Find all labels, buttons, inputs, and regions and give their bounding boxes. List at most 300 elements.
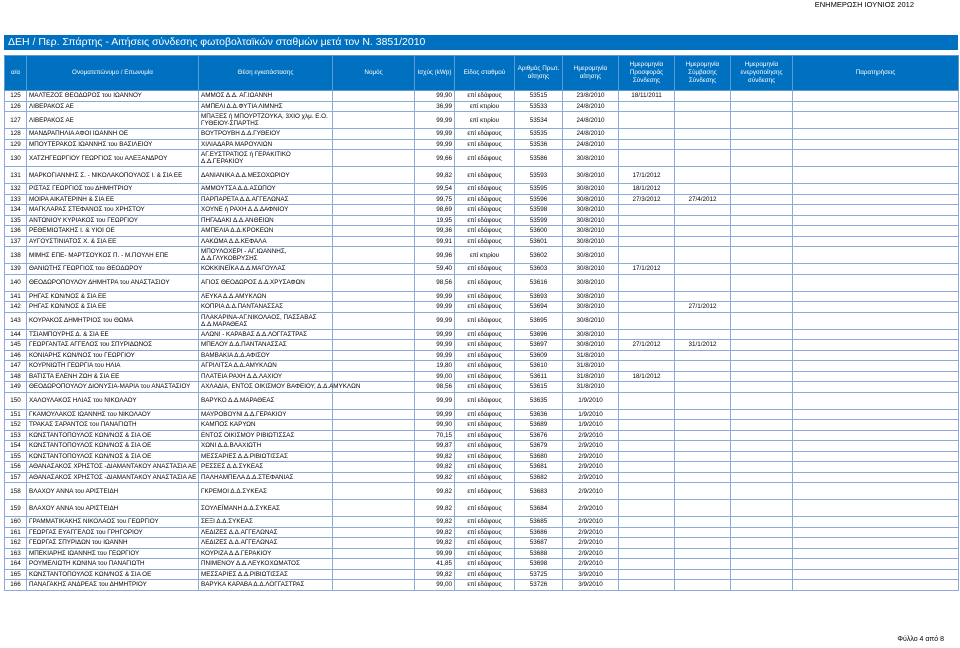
activation-date <box>731 247 793 264</box>
installation-site: ΑΧΛΑΔΙΑ, ΕΝΤΟΣ ΟΙΚΙΣΜΟΥ ΒΑΦΕΙΟΥ, Δ.Δ.ΑΜΥΚΛΩΝ <box>199 382 333 393</box>
prefecture <box>333 472 415 483</box>
station-type: επί εδάφους <box>455 264 515 275</box>
installation-site: ΒΑΡΥΚΟ Δ.Δ.ΜΑΡΑΘΕΑΣ <box>199 392 333 409</box>
application-date: 1/9/2010 <box>563 420 619 431</box>
activation-date <box>731 101 793 112</box>
activation-date <box>731 559 793 570</box>
application-date: 30/8/2010 <box>563 205 619 216</box>
remarks <box>793 167 959 184</box>
power-kwp: 41,85 <box>415 559 455 570</box>
row-index: 160 <box>5 517 27 528</box>
offer-date <box>619 580 675 591</box>
row-index: 142 <box>5 302 27 313</box>
applicant-name: ΜΙΜΗΣ ΕΠΕ- ΜΑΡΤΣΟΥΚΟΣ Π. - Μ.ΠΟΥΛΗ ΕΠΕ <box>27 247 199 264</box>
offer-date <box>619 205 675 216</box>
contract-date <box>675 559 731 570</box>
remarks <box>793 527 959 538</box>
activation-date <box>731 302 793 313</box>
activation-date <box>731 150 793 167</box>
activation-date <box>731 205 793 216</box>
remarks <box>793 350 959 361</box>
application-date: 31/8/2010 <box>563 350 619 361</box>
application-date: 30/8/2010 <box>563 329 619 340</box>
row-index: 140 <box>5 274 27 291</box>
offer-date <box>619 462 675 473</box>
prefecture <box>333 247 415 264</box>
activation-date <box>731 340 793 351</box>
protocol-number: 53603 <box>515 264 563 275</box>
row-index: 150 <box>5 392 27 409</box>
station-type: επί εδάφους <box>455 91 515 102</box>
application-date: 30/8/2010 <box>563 226 619 237</box>
row-index: 156 <box>5 462 27 473</box>
application-date: 31/8/2010 <box>563 361 619 372</box>
contract-date <box>675 569 731 580</box>
remarks <box>793 559 959 570</box>
power-kwp: 99,99 <box>415 302 455 313</box>
contract-date <box>675 500 731 517</box>
table-row <box>5 247 959 264</box>
row-index: 146 <box>5 350 27 361</box>
prefecture <box>333 167 415 184</box>
station-type: επί εδάφους <box>455 441 515 452</box>
applicant-name: ΚΩΝΣΤΑΝΤΟΠΟΥΛΟΣ ΚΩΝ/ΝΟΣ & ΣΙΑ ΟΕ <box>27 441 199 452</box>
contract-date <box>675 580 731 591</box>
contract-date <box>675 205 731 216</box>
activation-date <box>731 569 793 580</box>
remarks <box>793 500 959 517</box>
table-row <box>5 559 959 570</box>
applicant-name: ΚΩΝΣΤΑΝΤΟΠΟΥΛΟΣ ΚΩΝ/ΝΟΣ & ΣΙΑ ΟΕ <box>27 569 199 580</box>
remarks <box>793 129 959 140</box>
station-type: επί εδάφους <box>455 430 515 441</box>
prefecture <box>333 264 415 275</box>
protocol-number: 53698 <box>515 559 563 570</box>
applicant-name: ΠΑΝΑΓΑΚΗΣ ΑΝΔΡΕΑΣ του ΔΗΜΗΤΡΙΟΥ <box>27 580 199 591</box>
offer-date: 18/1/2012 <box>619 371 675 382</box>
remarks <box>793 112 959 129</box>
row-index: 130 <box>5 150 27 167</box>
prefecture <box>333 409 415 420</box>
contract-date: 27/1/2012 <box>675 302 731 313</box>
offer-date <box>619 517 675 528</box>
update-label: ΕΝΗΜΕΡΩΣΗ ΙΟΥΝΙΟΣ 2012 <box>814 0 914 9</box>
power-kwp: 98,56 <box>415 382 455 393</box>
applicant-name: ΓΕΩΡΓΑΣ ΕΥΑΓΓΕΛΟΣ του ΓΡΗΓΟΡΙΟΥ <box>27 527 199 538</box>
power-kwp: 99,66 <box>415 150 455 167</box>
protocol-number: 53602 <box>515 247 563 264</box>
row-index: 148 <box>5 371 27 382</box>
activation-date <box>731 392 793 409</box>
table-row <box>5 167 959 184</box>
power-kwp: 99,82 <box>415 483 455 500</box>
installation-site: ΜΑΥΡΟΒΟΥΝΙ Δ.Δ.ΓΕΡΑΚΙΟΥ <box>199 409 333 420</box>
power-kwp: 99,99 <box>415 329 455 340</box>
applicant-name: ΧΑΤΖΗΓΕΩΡΓΙΟΥ ΓΕΩΡΓΙΟΣ του ΑΛΕΞΑΝΔΡΟΥ <box>27 150 199 167</box>
installation-site: ΛΑΚΩΜΑ Δ.Δ.ΚΕΦΑΛΑ <box>199 236 333 247</box>
table-row <box>5 91 959 102</box>
power-kwp: 59,40 <box>415 264 455 275</box>
applicant-name: ΒΑΤΙΣΤΑ ΕΛΕΝΗ ΖΩΗ & ΣΙΑ ΕΕ <box>27 371 199 382</box>
prefecture <box>333 430 415 441</box>
contract-date <box>675 392 731 409</box>
activation-date <box>731 215 793 226</box>
prefecture <box>333 559 415 570</box>
contract-date <box>675 382 731 393</box>
station-type: επί εδάφους <box>455 274 515 291</box>
remarks <box>793 392 959 409</box>
activation-date <box>731 184 793 195</box>
contract-date <box>675 247 731 264</box>
row-index: 159 <box>5 500 27 517</box>
activation-date <box>731 371 793 382</box>
contract-date <box>675 167 731 184</box>
station-type: επί εδάφους <box>455 500 515 517</box>
offer-date <box>619 548 675 559</box>
power-kwp: 99,91 <box>415 236 455 247</box>
prefecture <box>333 371 415 382</box>
prefecture <box>333 236 415 247</box>
header-row <box>5 56 959 91</box>
power-kwp: 99,00 <box>415 371 455 382</box>
remarks <box>793 340 959 351</box>
activation-date <box>731 194 793 205</box>
station-type: επί εδάφους <box>455 371 515 382</box>
applicant-name: ΒΛΑΧΟΥ ΑΝΝΑ του ΑΡΙΣΤΕΙΔΗ <box>27 483 199 500</box>
table-row <box>5 538 959 549</box>
activation-date <box>731 167 793 184</box>
prefecture <box>333 483 415 500</box>
station-type: επί εδάφους <box>455 129 515 140</box>
offer-date <box>619 472 675 483</box>
col-header: α/α <box>5 56 27 91</box>
installation-site: ΚΑΜΠΟΣ ΚΑΡΥΩΝ <box>199 420 333 431</box>
installation-site: ΑΜΠΕΛΙΑ Δ.Δ.ΚΡΟΚΕΩΝ <box>199 226 333 237</box>
contract-date <box>675 350 731 361</box>
station-type: επί εδάφους <box>455 451 515 462</box>
table-row <box>5 451 959 462</box>
table-row <box>5 194 959 205</box>
installation-site: ΕΝΤΟΣ ΟΙΚΙΣΜΟΥ ΡΙΒΙΩΤΙΣΣΑΣ <box>199 430 333 441</box>
row-index: 136 <box>5 226 27 237</box>
protocol-number: 53586 <box>515 150 563 167</box>
applicant-name: ΑΝΤΩΝΙΟΥ ΚΥΡΙΑΚΟΣ του ΓΕΩΡΓΙΟΥ <box>27 215 199 226</box>
applicant-name: ΡΗΓΑΣ ΚΩΝ/ΝΟΣ & ΣΙΑ ΕΕ <box>27 291 199 302</box>
installation-site: ΠΗΓΑΔΑΚΙ Δ.Δ.ΑΝΘΕΙΩΝ <box>199 215 333 226</box>
remarks <box>793 451 959 462</box>
prefecture <box>333 184 415 195</box>
application-date: 1/9/2010 <box>563 392 619 409</box>
contract-date <box>675 409 731 420</box>
prefecture <box>333 91 415 102</box>
remarks <box>793 184 959 195</box>
row-index: 151 <box>5 409 27 420</box>
remarks <box>793 382 959 393</box>
installation-site: ΑΓ.ΕΥΣΤΡΑΤΙΟΣ ή ΓΕΡΑΚΙΤΙΚΟ Δ.Δ.ΓΕΡΑΚΙΟΥ <box>199 150 333 167</box>
installation-site: ΧΙΛΙΑΔΑΡΑ ΜΑΡΟΥΛΙΩΝ <box>199 139 333 150</box>
offer-date <box>619 329 675 340</box>
protocol-number: 53598 <box>515 205 563 216</box>
table-row <box>5 264 959 275</box>
power-kwp: 70,15 <box>415 430 455 441</box>
applicant-name: ΓΚΑΜΟΥΛΑΚΟΣ ΙΩΑΝΝΗΣ του ΝΙΚΟΛΑΟΥ <box>27 409 199 420</box>
col-header: Είδος σταθμού <box>455 56 515 91</box>
power-kwp: 99,54 <box>415 184 455 195</box>
installation-site: ΚΟΥΡΙΖΑ Δ.Δ.ΓΕΡΑΚΙΟΥ <box>199 548 333 559</box>
station-type: επί κτιρίου <box>455 101 515 112</box>
activation-date <box>731 382 793 393</box>
prefecture <box>333 139 415 150</box>
installation-site: ΑΛΩΝΙ - ΚΑΡΑΒΑΣ Δ.Δ.ΛΟΓΓΑΣΤΡΑΣ <box>199 329 333 340</box>
power-kwp: 98,69 <box>415 205 455 216</box>
row-index: 158 <box>5 483 27 500</box>
applications-table <box>4 55 959 591</box>
station-type: επί εδάφους <box>455 361 515 372</box>
remarks <box>793 517 959 528</box>
prefecture <box>333 291 415 302</box>
application-date: 1/9/2010 <box>563 409 619 420</box>
table-row <box>5 150 959 167</box>
contract-date <box>675 329 731 340</box>
application-date: 30/8/2010 <box>563 302 619 313</box>
contract-date <box>675 150 731 167</box>
row-index: 126 <box>5 101 27 112</box>
sheet-footer: Φύλλο 4 από 8 <box>897 636 944 643</box>
remarks <box>793 264 959 275</box>
station-type: επί εδάφους <box>455 215 515 226</box>
application-date: 2/9/2010 <box>563 559 619 570</box>
station-type: επί εδάφους <box>455 236 515 247</box>
offer-date <box>619 112 675 129</box>
offer-date <box>619 247 675 264</box>
station-type: επί εδάφους <box>455 462 515 473</box>
offer-date <box>619 451 675 462</box>
remarks <box>793 302 959 313</box>
applicant-name: ΚΟΝΙΑΡΗΣ ΚΩΝ/ΝΟΣ του ΓΕΩΡΓΙΟΥ <box>27 350 199 361</box>
station-type: επί εδάφους <box>455 205 515 216</box>
application-date: 30/8/2010 <box>563 247 619 264</box>
power-kwp: 99,82 <box>415 451 455 462</box>
table-row <box>5 312 959 329</box>
activation-date <box>731 451 793 462</box>
row-index: 147 <box>5 361 27 372</box>
row-index: 149 <box>5 382 27 393</box>
installation-site: ΒΑΡΥΚΑ ΚΑΡΑΒΑ Δ.Δ.ΛΟΓΓΑΣΤΡΑΣ <box>199 580 333 591</box>
remarks <box>793 101 959 112</box>
prefecture <box>333 112 415 129</box>
power-kwp: 99,96 <box>415 247 455 264</box>
applicant-name: ΤΣΙΑΜΠΟΥΡΗΣ Δ. & ΣΙΑ ΕΕ <box>27 329 199 340</box>
power-kwp: 99,36 <box>415 226 455 237</box>
application-date: 2/9/2010 <box>563 527 619 538</box>
application-date: 30/8/2010 <box>563 215 619 226</box>
activation-date <box>731 483 793 500</box>
col-header: Ισχύς (kWp) <box>415 56 455 91</box>
installation-site: ΠΛΑΚΑΡΙΝΑ-ΑΓ.ΝΙΚΟΛΑΟΣ, ΠΑΣΣΑΒΑΣ Δ.Δ.ΜΑΡΑΘΕΑΣ <box>199 312 333 329</box>
col-header: Νομός <box>333 56 415 91</box>
prefecture <box>333 538 415 549</box>
contract-date <box>675 371 731 382</box>
installation-site: ΔΑΝΙΑΝΙΚΑ Δ.Δ.ΜΕΣΟΧΩΡΙΟΥ <box>199 167 333 184</box>
protocol-number: 53681 <box>515 462 563 473</box>
table-row <box>5 215 959 226</box>
installation-site: ΑΜΜΟΣ Δ.Δ. ΑΓ.ΙΩΑΝΝΗ <box>199 91 333 102</box>
table-row <box>5 236 959 247</box>
applicant-name: ΤΡΑΚΑΣ ΣΑΡΑΝΤΟΣ του ΠΑΝΑΓΙΩΤΗ <box>27 420 199 431</box>
col-header: Παρατηρήσεις <box>793 56 959 91</box>
remarks <box>793 569 959 580</box>
offer-date: 27/3/2012 <box>619 194 675 205</box>
row-index: 166 <box>5 580 27 591</box>
activation-date <box>731 361 793 372</box>
col-header: Ημερομηνία ενεργοποίησης σύνδεσης <box>731 56 793 91</box>
applicant-name: ΡΗΓΑΣ ΚΩΝ/ΝΟΣ & ΣΙΑ ΕΕ <box>27 302 199 313</box>
remarks <box>793 247 959 264</box>
prefecture <box>333 329 415 340</box>
prefecture <box>333 569 415 580</box>
table-row <box>5 548 959 559</box>
activation-date <box>731 580 793 591</box>
station-type: επί εδάφους <box>455 350 515 361</box>
offer-date <box>619 101 675 112</box>
contract-date <box>675 483 731 500</box>
installation-site: ΓΚΡΕΜΟΙ Δ.Δ.ΣΥΚΕΑΣ <box>199 483 333 500</box>
row-index: 143 <box>5 312 27 329</box>
col-header: Ημερομηνία Προσφοράς Σύνδεσης <box>619 56 675 91</box>
prefecture <box>333 340 415 351</box>
applicant-name: ΑΥΓΟΥΣΤΙΝΙΑΤΟΣ Χ. & ΣΙΑ ΕΕ <box>27 236 199 247</box>
prefecture <box>333 580 415 591</box>
station-type: επί εδάφους <box>455 150 515 167</box>
offer-date <box>619 150 675 167</box>
row-index: 138 <box>5 247 27 264</box>
installation-site: ΚΟΠΡΙΑ Δ.Δ.ΠΑΝΤΑΝΑΣΣΑΣ <box>199 302 333 313</box>
applicant-name: ΜΑΓΚΛΑΡΑΣ ΣΤΕΦΑΝΟΣ του ΧΡΗΣΤΟΥ <box>27 205 199 216</box>
offer-date: 17/1/2012 <box>619 167 675 184</box>
remarks <box>793 150 959 167</box>
table-row <box>5 361 959 372</box>
prefecture <box>333 420 415 431</box>
application-date: 30/8/2010 <box>563 167 619 184</box>
power-kwp: 99,82 <box>415 569 455 580</box>
installation-site: ΑΓΙΟΣ ΘΕΟΔΩΡΟΣ Δ.Δ.ΧΡΥΣΑΦΩΝ <box>199 274 333 291</box>
contract-date <box>675 112 731 129</box>
table-row <box>5 329 959 340</box>
installation-site: ΠΝΙΜΕΝΟΥ Δ.Δ.ΛΕΥΚΟΧΩΜΑΤΟΣ <box>199 559 333 570</box>
row-index: 139 <box>5 264 27 275</box>
protocol-number: 53687 <box>515 538 563 549</box>
activation-date <box>731 139 793 150</box>
row-index: 137 <box>5 236 27 247</box>
applicant-name: ΡΙΣΤΑΣ ΓΕΩΡΓΙΟΣ του ΔΗΜΗΤΡΙΟΥ <box>27 184 199 195</box>
installation-site: ΒΟΥΤΡΟΥΒΗ Δ.Δ.ΓΥΘΕΙΟΥ <box>199 129 333 140</box>
offer-date <box>619 129 675 140</box>
table-row <box>5 392 959 409</box>
table-row <box>5 226 959 237</box>
offer-date <box>619 441 675 452</box>
protocol-number: 53595 <box>515 184 563 195</box>
offer-date <box>619 559 675 570</box>
applicant-name: ΜΠΟΥΤΕΡΑΚΟΣ ΙΩΑΝΝΗΣ του ΒΑΣΙΛΕΙΟΥ <box>27 139 199 150</box>
contract-date <box>675 548 731 559</box>
remarks <box>793 371 959 382</box>
prefecture <box>333 517 415 528</box>
prefecture <box>333 462 415 473</box>
station-type: επί εδάφους <box>455 527 515 538</box>
applicant-name: ΡΟΥΜΕΛΙΩΤΗ ΚΩΝΙΝΑ του ΠΑΝΑΓΙΩΤΗ <box>27 559 199 570</box>
row-index: 161 <box>5 527 27 538</box>
power-kwp: 99,99 <box>415 350 455 361</box>
application-date: 3/9/2010 <box>563 569 619 580</box>
applicant-name: ΚΟΥΡΝΙΩΤΗ ΓΕΩΡΓΙΑ του ΗΛΙΑ <box>27 361 199 372</box>
table-row <box>5 371 959 382</box>
station-type: επί εδάφους <box>455 569 515 580</box>
application-date: 2/9/2010 <box>563 462 619 473</box>
station-type: επί εδάφους <box>455 548 515 559</box>
table-row <box>5 101 959 112</box>
applicant-name: ΜΑΛΤΕΖΟΣ ΘΕΟΔΩΡΟΣ του ΙΩΑΝΝΟΥ <box>27 91 199 102</box>
installation-site: ΠΛΑΤΕΙΑ ΡΑΧΗ Δ.Δ.ΛΑΧΙΟΥ <box>199 371 333 382</box>
application-date: 23/8/2010 <box>563 91 619 102</box>
protocol-number: 53611 <box>515 371 563 382</box>
protocol-number: 53679 <box>515 441 563 452</box>
offer-date <box>619 361 675 372</box>
protocol-number: 53515 <box>515 91 563 102</box>
power-kwp: 19,80 <box>415 361 455 372</box>
table-row <box>5 430 959 441</box>
power-kwp: 99,90 <box>415 420 455 431</box>
prefecture <box>333 150 415 167</box>
row-index: 141 <box>5 291 27 302</box>
col-header: Ημερομηνία Σύμβασης Σύνδεσης <box>675 56 731 91</box>
applicant-name: ΛΙΒΕΡΑΚΟΣ ΑΕ <box>27 101 199 112</box>
protocol-number: 53533 <box>515 101 563 112</box>
applicant-name: ΜΟΙΡΑ ΑΙΚΑΤΕΡΙΝΗ & ΣΙΑ ΕΕ <box>27 194 199 205</box>
prefecture <box>333 312 415 329</box>
col-header: Θέση εγκατάστασης <box>199 56 333 91</box>
applicant-name: ΑΘΑΝΑΣΑΚΟΣ ΧΡΗΣΤΟΣ -ΔΙΑΜΑΝΤΑΚΟΥ ΑΝΑΣΤΑΣΙΑ ΑΕ <box>27 472 199 483</box>
application-date: 3/9/2010 <box>563 580 619 591</box>
applicant-name: ΜΑΡΚΟΓΙΑΝΝΗΣ Σ. - ΝΙΚΟΛΑΚΟΠΟΥΛΟΣ Ι. & ΣΙΑ ΕΕ <box>27 167 199 184</box>
prefecture <box>333 226 415 237</box>
row-index: 152 <box>5 420 27 431</box>
installation-site: ΛΕΥΚΑ Δ.Δ.ΑΜΥΚΛΩΝ <box>199 291 333 302</box>
application-date: 2/9/2010 <box>563 483 619 500</box>
activation-date <box>731 329 793 340</box>
power-kwp: 99,82 <box>415 527 455 538</box>
applicant-name: ΧΑΛΟΥΛΑΚΟΣ ΗΛΙΑΣ του ΝΙΚΟΛΑΟΥ <box>27 392 199 409</box>
contract-date: 31/1/2012 <box>675 340 731 351</box>
remarks <box>793 329 959 340</box>
power-kwp: 99,99 <box>415 291 455 302</box>
table-row <box>5 340 959 351</box>
prefecture <box>333 548 415 559</box>
protocol-number: 53600 <box>515 226 563 237</box>
power-kwp: 99,82 <box>415 472 455 483</box>
table-row <box>5 462 959 473</box>
table-row <box>5 409 959 420</box>
activation-date <box>731 226 793 237</box>
row-index: 165 <box>5 569 27 580</box>
applicant-name: ΘΑΝΙΩΤΗΣ ΓΕΩΡΓΙΟΣ του ΘΕΟΔΩΡΟΥ <box>27 264 199 275</box>
page-title: ΔΕΗ / Περ. Σπάρτης - Αιτήσεις σύνδεσης φωτοβολταϊκών σταθμών μετά τον Ν. 3851/2010 <box>4 35 958 50</box>
power-kwp: 99,87 <box>415 441 455 452</box>
installation-site: ΧΩΝΙ Δ.Δ.ΒΛΑΧΙΩΤΗ <box>199 441 333 452</box>
station-type: επί εδάφους <box>455 139 515 150</box>
offer-date <box>619 382 675 393</box>
contract-date <box>675 451 731 462</box>
row-index: 133 <box>5 194 27 205</box>
